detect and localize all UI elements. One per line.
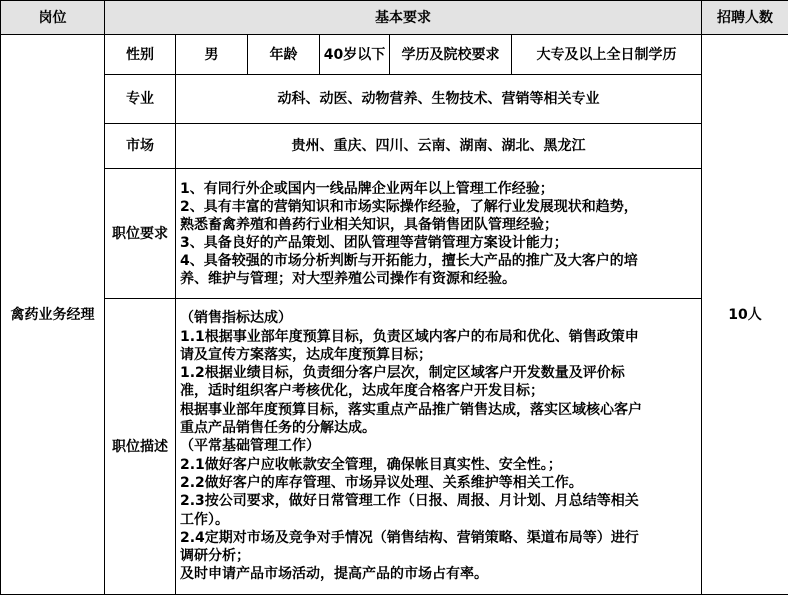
age-value: 40岁以下 bbox=[320, 35, 390, 75]
description-line: 重点产品销售任务的分解达成。 bbox=[180, 419, 697, 437]
description-line: 2.1做好客户应收帐款安全管理，确保帐目真实性、安全性。； bbox=[180, 456, 697, 474]
description-row bbox=[1, 299, 788, 595]
description-line: 请及宣传方案落实，达成年度预算目标； bbox=[180, 346, 697, 364]
requirements-line: 熟悉畜禽养殖和兽药行业相关知识，具备销售团队管理经验； bbox=[180, 216, 697, 234]
requirements-label: 职位要求 bbox=[105, 169, 176, 299]
description-line: 1.2根据业绩目标，负责细分客户层次，制定区域客户开发数量及评价标 bbox=[180, 364, 697, 382]
description-line: 调研分析； bbox=[180, 547, 697, 565]
description-line: 工作）。 bbox=[180, 511, 697, 529]
description-line: 2.4定期对市场及竞争对手情况（销售结构、营销策略、渠道布局等）进行 bbox=[180, 529, 697, 547]
description-line: 及时申请产品市场活动，提高产品的市场占有率。 bbox=[180, 565, 697, 583]
description-label: 职位描述 bbox=[105, 299, 176, 595]
gender-value: 男 bbox=[176, 35, 248, 75]
major-value: 动科、动医、动物营养、生物技术、营销等相关专业 bbox=[176, 75, 702, 124]
requirements-line: 4、具备较强的市场分析判断与开拓能力，擅长大产品的推广及大客户的培 bbox=[180, 252, 697, 270]
description-line: （销售指标达成） bbox=[180, 309, 697, 327]
education-value: 大专及以上全日制学历 bbox=[512, 35, 702, 75]
requirements-line: 3、具备良好的产品策划、团队管理等营销管理方案设计能力； bbox=[180, 234, 697, 252]
market-label: 市场 bbox=[105, 124, 176, 169]
requirements-line: 2、具有丰富的营销知识和市场实际操作经验，了解行业发展现状和趋势， bbox=[180, 198, 697, 216]
headcount-value: 10人 bbox=[702, 35, 788, 595]
header-position: 岗位 bbox=[1, 1, 105, 35]
header-headcount: 招聘人数 bbox=[702, 1, 788, 35]
major-label: 专业 bbox=[105, 75, 176, 124]
description-line: 2.3按公司要求，做好日常管理工作（日报、周报、月计划、月总结等相关 bbox=[180, 492, 697, 510]
requirements-line: 1、有同行外企或国内一线品牌企业两年以上管理工作经验； bbox=[180, 180, 697, 198]
requirements-text bbox=[176, 169, 702, 299]
description-text bbox=[176, 299, 702, 595]
gender-label: 性别 bbox=[105, 35, 176, 75]
description-line: 2.2做好客户的库存管理、市场异议处理、关系维护等相关工作。 bbox=[180, 474, 697, 492]
basic-info-row bbox=[1, 35, 788, 75]
header-row bbox=[1, 1, 788, 35]
job-title: 禽药业务经理 bbox=[1, 35, 105, 595]
description-line: 准，适时组织客户考核优化，达成年度合格客户开发目标； bbox=[180, 382, 697, 400]
market-row bbox=[1, 124, 788, 169]
major-row bbox=[1, 75, 788, 124]
description-line: 根据事业部年度预算目标，落实重点产品推广销售达成，落实区域核心客户 bbox=[180, 401, 697, 419]
description-line: （平常基础管理工作） bbox=[180, 437, 697, 455]
requirements-row bbox=[1, 169, 788, 299]
requirements-line: 养、维护与管理；对大型养殖公司操作有资源和经验。 bbox=[180, 270, 697, 288]
age-label: 年龄 bbox=[248, 35, 320, 75]
education-label: 学历及院校要求 bbox=[390, 35, 512, 75]
description-line: 1.1根据事业部年度预算目标，负责区域内客户的布局和优化、销售政策申 bbox=[180, 328, 697, 346]
header-requirements: 基本要求 bbox=[105, 1, 702, 35]
market-value: 贵州、重庆、四川、云南、湖南、湖北、黑龙江 bbox=[176, 124, 702, 169]
